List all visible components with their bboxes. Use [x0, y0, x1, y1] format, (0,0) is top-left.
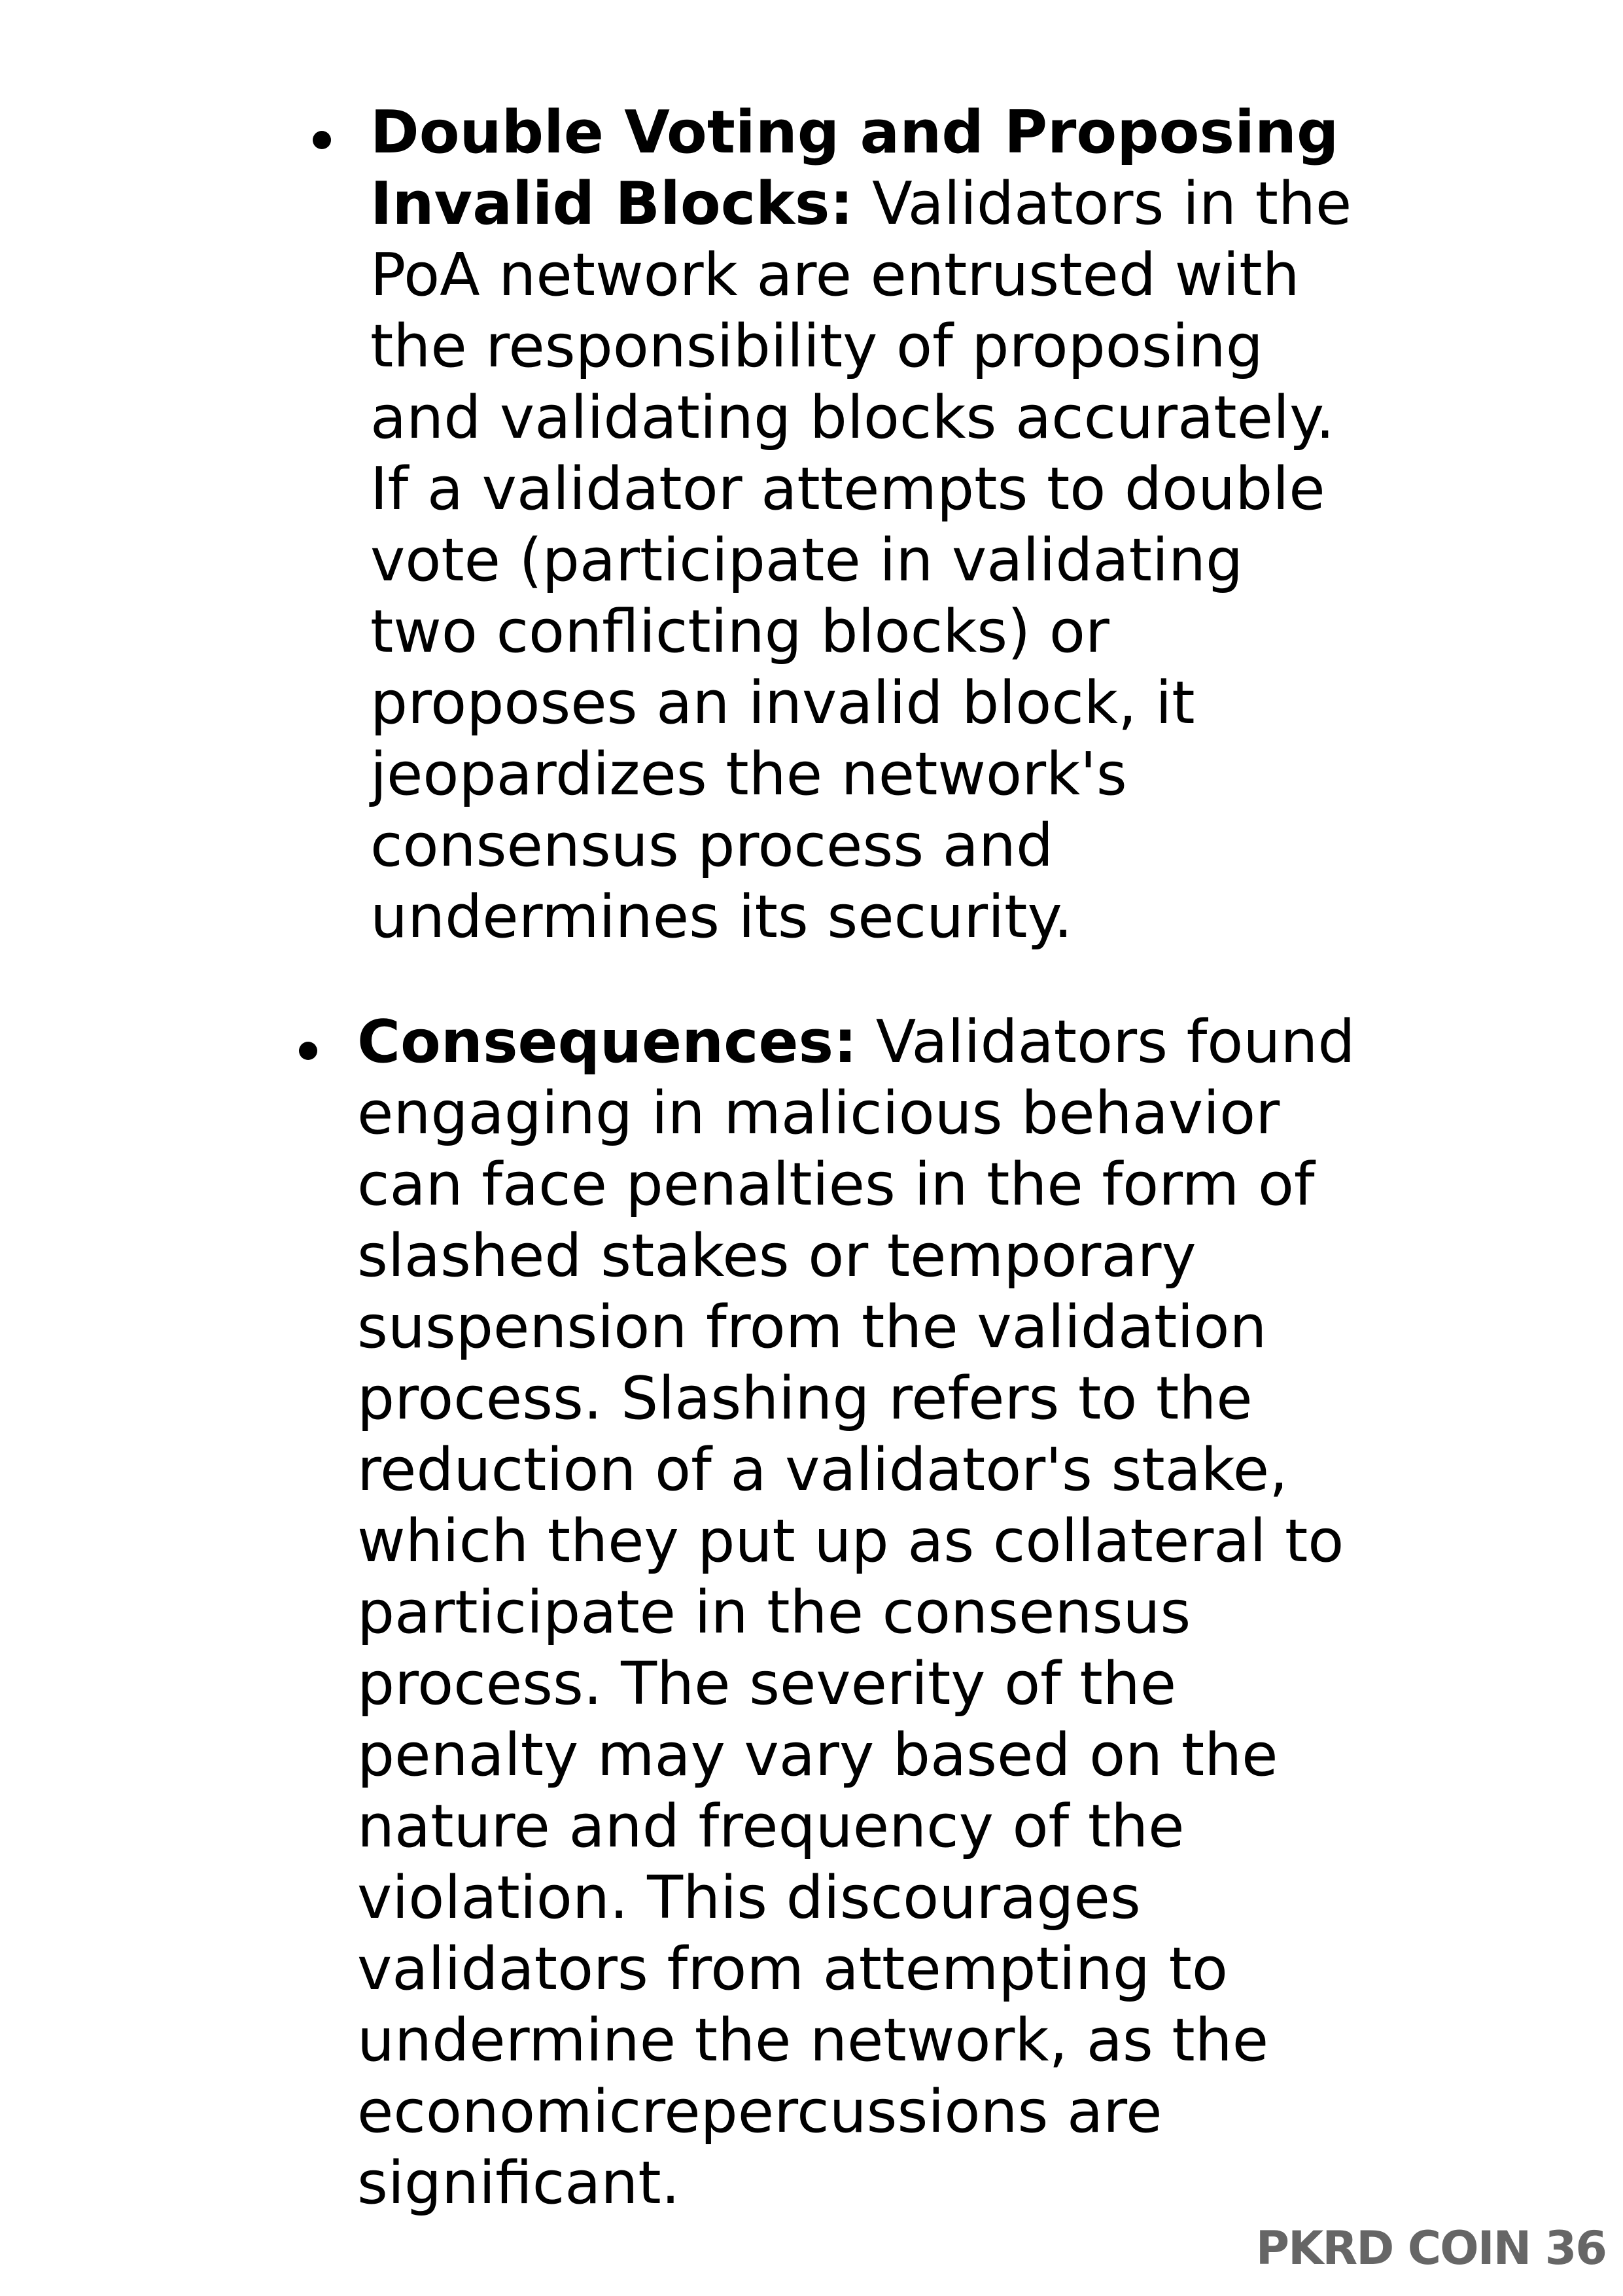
bullet-text	[357, 1006, 1548, 2219]
page-footer: PKRD COIN 36	[1255, 2221, 1606, 2275]
bullet-heading: Double Voting and Proposing Invalid Blocks:	[370, 98, 1339, 238]
bullet-item-double-voting	[370, 97, 1548, 953]
bullet-body: Validators in the PoA network are entrusted with the responsibility of proposing and validating blocks accurately. If a validator attempts to double vote (participate in validating two conflicting blocks) or proposes an invalid block, it jeopardizes the network's consensus process and undermines its security.	[370, 169, 1352, 951]
bullet-body: Validators found engaging in malicious behavior can face penalties in the form of slashed stakes or temporary suspension from the validation process. Slashing refers to the reduction of a validator's stake, which they put up as collateral to participate in the consensus process. The severity of the penalty may vary based on the nature and frequency of the violation. This discourages validators from attempting to undermine the network, as the economicrepercussions are significant.	[357, 1008, 1355, 2217]
bullet-dot-icon	[299, 1042, 317, 1060]
bullet-item-consequences	[357, 1006, 1548, 2219]
bullet-heading: Consequences:	[357, 1008, 858, 1076]
bullet-text	[370, 97, 1548, 953]
bullet-dot-icon	[313, 131, 331, 149]
